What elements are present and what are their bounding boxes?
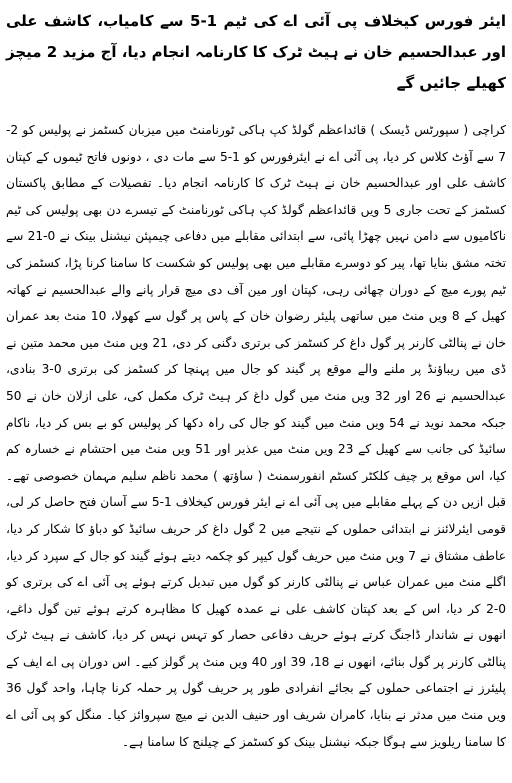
article-headline: ایئر فورس کیخلاف پی آئی اے کی ٹیم 1-5 سے کامیاب، کاشف علی اور عبدالحسیم خان نے ہیٹ ٹرک کا کارنامہ انجام دیا، آج مزید 2 میچز کھیلے جائیں گے [6,12,506,92]
article-paragraph: کراچی ( سپورٹس ڈیسک ) قائداعظم گولڈ کپ ہاکی ٹورنامنٹ میں میزبان کسٹمز نے پولیس کو 2-7 سے آؤٹ کلاس کر دیا، پی آئی اے نے ایئرفورس کو 1-5 سے مات دی ، دونوں فاتح ٹیموں کے کپتان کاشف علی اور عبدالحسیم خان نے ہیٹ ٹرک کا کارنامہ انجام دیا۔ تفصیلات کے مطابق پاکستان کسٹمز کے تحت جاری 5 ویں قائداعظم گولڈ کپ ہاکی ٹورنامنٹ کے تیسرے دن بھی پولیس کی ٹیم ناکامیوں سے دامن نہیں چھڑا پائی، سے ابتدائی مقابلے میں دفاعی چیمپئن نیشنل بینک نے 0-21 سے تختہ مشق بنایا تھا، پیر کو دوسرے مقابلے میں بھی پولیس کو شکست کا سامنا کرنا پڑا، کسٹمز کی ٹیم پورے میچ کے دوران چھائی رہی، کپتان اور مین آف دی میچ قرار پانے والے عبدالحسیم نے کھاتہ کھیل کے 8 ویں منٹ میں ساتھی پلیئر رضوان خان کے پاس پر گول سے کھولا، 10 منٹ بعد عمران خان نے پنالٹی کارنر پر گول داغ کر کسٹمز کی برتری دگنی کر دی، 21 ویں منٹ میں محمد متین نے ڈی میں ریباؤنڈ پر ملنے والے موقع پر گیند کو جال میں پہنچا کر کسٹمز کی برتری 0-3 بنادی، عبدالحسیم نے 26 اور 32 ویں منٹ میں گول داغ کر ہیٹ ٹرک مکمل کی، علی ازلان خان نے 50 جبکہ محمد نوید نے 54 ویں منٹ میں گیند کو جال کی راہ دکھا کر پولیس کو بے بس کر دیا، ناکام سائیڈ کی جانب سے کھیل کے 23 ویں منٹ میں عذیر اور 51 ویں منٹ میں احتشام نے خسارہ کم کیا، اس موقع پر چیف کلکٹر کسٹم انفورسمنٹ ( ساؤتھ ) محمد ناظم سلیم مہمان خصوصی تھے۔ قبل ازیں دن کے پہلے مقابلے میں پی آئی اے نے ایئر فورس کیخلاف 1-5 سے آسان فتح حاصل کر لی، قومی ایئرلائنز نے ابتدائی حملوں کے نتیجے میں 2 گول داغ کر حریف سائیڈ کو دباؤ کا شکار کر دیا، عاطف مشتاق نے 7 ویں منٹ میں حریف گول کیپر کو چکمہ دیتے ہوئے گیند کو جال کے سپرد کر دیا، اگلے منٹ میں عمران عباس نے پنالٹی کارنر کو گول میں تبدیل کرتے ہوئے پی آئی اے کی برتری کو 0-2 کر دیا، اس کے بعد کپتان کاشف علی نے عمدہ کھیل کا مظاہرہ کرتے ہوئے تین گول داغے، انھوں نے شاندار ڈاجنگ کرتے ہوئے حریف دفاعی حصار کو تہس نہس کر دیا، کاشف نے ہیٹ ٹرک پنالٹی کارنر پر گول بنائے، انھوں نے 18، 39 اور 40 ویں منٹ پر گولز کیے۔ اس دوران پی اے ایف کے پلیئرز نے اجتماعی حملوں کے بجائے انفرادی طور پر حریف گول پر حملہ کرنا چاہا، واحد گول 36 ویں منٹ میں مدثر نے بنایا، کامران شریف اور حنیف الدین نے میچ سپروائز کیا۔ منگل کو پی آئی اے کا سامنا ریلویز سے ہوگا جبکہ نیشنل بینک کو کسٹمز کے چیلنج کا سامنا ہے۔ [6,123,507,749]
article-body [6,117,506,755]
